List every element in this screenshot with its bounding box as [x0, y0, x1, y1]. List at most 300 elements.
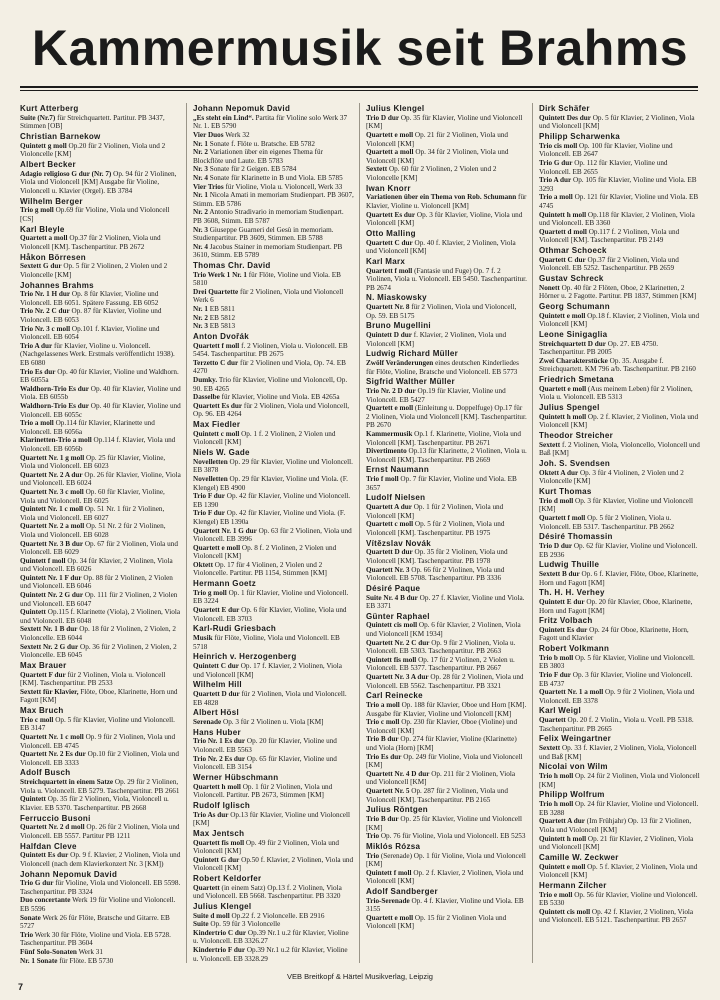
composer-name: Ernst Naumann — [366, 465, 430, 475]
work-entry — [539, 193, 700, 210]
composer-name: Julius Spengel — [539, 403, 600, 413]
work-details: Op. 40 f. Klavier, 2 Violinen, Viola und Violoncell [KM] — [366, 238, 516, 256]
work-title: Trio Nr. 2 C dur — [20, 307, 70, 316]
work-details: Op. 94 für 2 Violinen, Viola und Violoncell [KM] Ausgabe für Violine, Violoncell u. Klavier (Orgel). EB 3784 — [20, 169, 177, 195]
work-entry — [366, 852, 527, 869]
work-details: Op. 20 für Klavier, Violine und Violoncell. EB 5563 — [193, 737, 337, 754]
work-details: Op. 33 f. Klavier, 2 Violinen, Viola, Violoncell und Baß [KM] — [539, 744, 697, 761]
work-details: Op. 9 für 2 Violinen, Viola und Violoncell. EB 4745 — [20, 732, 176, 750]
work-entry — [539, 385, 700, 402]
work-entry — [366, 673, 527, 690]
work-entry — [366, 359, 527, 376]
work-details: Op. 35 für 2 Violinen, Viola und Violoncell [KM]. Taschenpartitur. PB 1978 — [366, 548, 508, 565]
work-title: Quartett Nr. 3 B dur — [20, 539, 84, 548]
work-entry — [366, 387, 527, 404]
work-details: Op. 287 für 2 Violinen, Viola und Violoncell [KM]. Taschenpartitur. PB 2165 — [366, 786, 508, 804]
work-title: Vier Duos — [193, 130, 224, 139]
work-title: Quartett d moll — [539, 227, 587, 236]
work-details: Op. 5 für Klavier, Violine und Violoncell. EB 3147 — [20, 715, 175, 733]
work-title: Quintett fis moll — [366, 655, 417, 664]
work-details: Op. 34 für 2 Violinen, Viola und Violoncell [KM] — [366, 148, 509, 165]
work-entry — [539, 908, 700, 925]
composer-name: Désiré Paque — [366, 583, 421, 593]
work-entry — [20, 307, 181, 324]
work-title: Quintett e moll — [539, 311, 586, 320]
work-details: Op. 28 für 2 Violinen, Viola und Violoncell. EB 5562. Taschenpartitur. PB 3321 — [366, 673, 524, 690]
composer-name: Max Bruch — [20, 706, 64, 715]
work-title: Quintett D dur — [366, 331, 412, 340]
work-entry — [20, 557, 181, 574]
work-details: Op.22 f. 2 Violoncelle. EB 2916 — [229, 911, 325, 920]
composer-name: Othmar Schoeck — [539, 245, 607, 255]
work-details: für 2 Violinen und Viola, Op. 74. EB 4270 — [193, 358, 346, 376]
composer-name: Johann Nepomuk David — [193, 104, 291, 113]
work-title: Quartett F dur — [20, 670, 66, 679]
work-details: Op. 9 f. Klavier, 2 Violinen, Viola und Violoncell (nach dem Klavierkonzert Nr. 3 [KM]) — [20, 851, 181, 868]
work-entry — [20, 948, 181, 957]
work-entry — [20, 262, 181, 279]
work-details: für Klavier, Violine u. Violoncell [KM] — [366, 193, 527, 210]
work-title: Sonate — [20, 913, 41, 922]
work-title: Trio Es dur — [366, 752, 402, 761]
composer-name: Dirk Schäfer — [539, 104, 590, 113]
work-title: Trio h moll — [539, 772, 574, 781]
work-title: Quintett c moll — [193, 429, 240, 438]
work-entry — [193, 492, 354, 509]
work-details: für Klavier, Violine u. Violoncell. (Nachgelassenes Werk. Erstmals veröffentlicht 1938). EB 6080 — [20, 341, 175, 368]
work-entry — [539, 772, 700, 789]
work-entry — [20, 716, 181, 733]
work-title: Trio A dur — [20, 341, 53, 350]
work-entry — [193, 430, 354, 447]
work-details: Op. 3 für 4 Violinen, 2 Violen und 2 Violoncelle [KM] — [539, 468, 684, 486]
composer-name: Wilhelm Berger — [20, 196, 83, 206]
work-details: Op.13 für Klarinette, 2 Violinen, Viola u. Violoncell [KM]. Taschenpartitur. PB 2669 — [366, 447, 527, 464]
work-title: Quartett — [539, 716, 566, 725]
work-details: für Violine, Viola und Violoncell. EB 5598. Taschenpartitur. PB 3324 — [20, 879, 181, 896]
work-details: für Flöte. EB 5730 — [57, 956, 114, 963]
work-entry — [539, 497, 700, 514]
work-title: Trio G dur — [539, 158, 573, 167]
work-title: Streichquartett in einem Satze — [20, 778, 114, 787]
work-title: Quintett cis moll — [366, 621, 418, 630]
work-title: Quartett Nr. 3 c moll — [20, 487, 84, 496]
composer-name: Max Fiedler — [193, 419, 241, 429]
work-details: für Flöte, Violine, Viola und Violoncell. EB 5718 — [193, 634, 340, 651]
work-title: Sextett — [366, 165, 388, 174]
work-entry — [366, 639, 527, 656]
work-details: für 2 Violinen, Viola und Violoncell Werk 6 — [193, 287, 344, 305]
work-title: Quartett f moll — [366, 266, 413, 275]
work-details: Op.114 für Klavier, Klarinette und Violoncell. EB 6056a — [20, 419, 155, 436]
work-title: Sextett B dur — [539, 569, 580, 578]
work-details: Op. 24 für 2 Violinen, Viola und Violoncell [KM] — [539, 772, 700, 789]
work-title: Novelletten — [193, 457, 228, 466]
work-details: Op. 4 f. Klavier, Violine und Viola. EB 3155 — [366, 896, 524, 914]
work-entry — [193, 140, 354, 149]
work-entry — [20, 574, 181, 591]
work-details: Op. 34 für Klavier, 2 Violinen, Viola und Violoncell. EB 6026 — [20, 556, 173, 574]
work-entry — [20, 114, 181, 131]
work-details: Op. 249 für Violine, Viola und Violoncell [KM] — [366, 752, 523, 770]
work-entry — [193, 288, 354, 305]
work-entry — [539, 688, 700, 705]
composer-name: Karl-Rudi Griesbach — [193, 624, 277, 634]
composer-name: Philipp Wolfrum — [539, 790, 605, 800]
work-title: Nr. 4 — [193, 242, 208, 251]
work-title: Quintett Nr. 2 G dur — [20, 591, 84, 600]
work-entry — [539, 800, 700, 817]
work-details: Op. 6 für Klavier, Violine, Viola und Violoncell. EB 3703 — [193, 606, 347, 623]
work-entry — [366, 475, 527, 492]
work-details: Op. 51 Nr. 1 für 2 Violinen, Viola und Violoncell. EB 6027 — [20, 505, 165, 522]
work-entry — [366, 718, 527, 735]
work-details: Op.10 für 2 Violinen, Viola und Violoncell. EB 3333 — [20, 750, 179, 767]
work-details: Op.101 f. Klavier, Violine und Violoncell. EB 6054 — [20, 324, 160, 342]
work-details: Op. 274 für Klavier, Violine (Klarinette) und Viola (Horn) [KM] — [366, 735, 517, 752]
work-entry — [20, 368, 181, 385]
work-title: Nr. 4 — [193, 173, 208, 182]
work-title: Trio a moll — [539, 193, 573, 202]
work-details: Op. 2 f. Klavier, 2 Violinen, Viola und Violoncell [KM] — [539, 412, 699, 430]
work-details: Werk 32 — [223, 130, 250, 139]
work-title: Oktett — [193, 560, 213, 569]
work-entry — [20, 931, 181, 948]
work-entry — [366, 303, 527, 320]
work-entry — [366, 832, 527, 841]
composer-name: Joh. S. Svendsen — [539, 458, 611, 468]
work-details: für 2 Violinen, Viola und Violoncell. EB 4828 — [193, 690, 347, 707]
composer-name: Gustav Schreck — [539, 273, 604, 283]
work-entry — [20, 419, 181, 436]
work-title: Klarinetten-Trio a moll — [20, 436, 92, 445]
composer-name: Georg Schumann — [539, 301, 610, 311]
work-details: EB 5813 — [207, 322, 236, 331]
work-title: Trio — [20, 930, 34, 939]
work-entry — [366, 114, 527, 131]
composer-name: Friedrich Smetana — [539, 375, 614, 385]
composer-name: Fritz Volbach — [539, 616, 593, 626]
work-details: (Serenade) Op. 1 für Violine, Viola und Violoncell [KM] — [366, 851, 526, 869]
composer-name: Niels W. Gade — [193, 447, 250, 457]
work-title: Nr. 1 — [193, 305, 208, 314]
work-title: Quartett C dur — [366, 238, 413, 247]
work-details: Op. 20 für Klavier, Oboe, Klarinette, Horn und Fagott [KM] — [539, 597, 693, 615]
work-title: Quartett C dur — [539, 255, 586, 264]
work-entry — [366, 548, 527, 565]
work-entry — [366, 566, 527, 583]
work-details: Op. 17 f. Klavier, 2 Violinen, Viola und Violoncell [KM] — [193, 662, 342, 679]
work-title: Duo concertante — [20, 896, 71, 905]
work-title: Trio — [366, 851, 380, 860]
work-details: Op. 1 für Klavier, Violine und Violoncell. EB 3224 — [193, 588, 349, 606]
work-details: Op. 3 für Klavier, Violine, Viola und Violoncell [KM] — [366, 210, 523, 228]
work-title: Sextett Nr. 2 G dur — [20, 642, 79, 651]
work-title: Quartett a moll — [366, 148, 414, 157]
work-entry — [193, 271, 354, 288]
work-details: Op. 9 für 2 Violinen, Viola und Violoncell. EB 3378 — [539, 688, 695, 705]
work-entry — [193, 561, 354, 578]
composer-name: Nicolai von Wilm — [539, 762, 608, 772]
work-details: Op. 17 für 2 Violinen, 2 Violen u. Violoncell. EB 5377. Taschenpartitur. PB 2667 — [366, 655, 515, 673]
work-details: Op. 1 f. 2 Violinen, 2 Violen und Violoncell [KM] — [193, 429, 336, 447]
work-entry — [20, 896, 181, 913]
composer-name: Robert Volkmann — [539, 644, 610, 654]
work-title: Quartett Nr. 2 C dur — [366, 638, 430, 647]
work-title: Trio c moll — [20, 715, 54, 724]
work-title: Quintett Es dur — [539, 625, 588, 634]
work-title: Quartett c moll — [366, 520, 414, 529]
work-entry — [20, 823, 181, 840]
work-details: Op. 76 für Violine, Viola und Violoncell. EB 5253 — [379, 832, 526, 841]
work-details: Op.19 für Klavier, Violine und Violoncell. EB 5427 — [366, 387, 506, 404]
composer-name: Werner Hübschmann — [193, 772, 279, 782]
composer-name: Anton Dvořák — [193, 331, 250, 341]
work-entry — [20, 471, 181, 488]
work-details: Op. 8 für Klavier, Violine und Violoncell. EB 6051. Spätere Fassung. EB 6052 — [20, 290, 159, 307]
work-title: Quintett Nr. 1 F dur — [20, 573, 82, 582]
work-title: Quintett Des dur — [539, 113, 591, 122]
work-details: Op.39 Nr.1 u.2 für Klavier, Violine u. Violoncell. EB 3326.27 — [193, 928, 349, 946]
work-details: Op. 111 für 2 Violinen, 2 Violen und Violoncell. EB 6047 — [20, 591, 178, 608]
work-details: Op. 3 für Klavier, Violine und Violoncell [KM] — [539, 496, 693, 514]
work-title: Serenade — [193, 718, 222, 726]
work-entry — [20, 402, 181, 419]
work-details: Op. 49 für 2 Violinen, Viola und Violoncell [KM] — [193, 838, 340, 856]
work-details: Op. 100 für Klavier, Violine und Violoncell. EB 2647 — [539, 141, 673, 159]
work-title: Oktett A dur — [539, 468, 579, 477]
work-details: Op.37 für 2 Violinen, Viola und Violoncell. EB 5252. Taschenpartitur. PB 2659 — [539, 255, 679, 273]
work-entry — [193, 912, 354, 921]
work-entry — [366, 594, 527, 611]
composer-name: Ludwig Richard Müller — [366, 349, 459, 359]
composer-name: N. Miaskowsky — [366, 293, 427, 303]
work-title: Kammermusik — [366, 430, 413, 438]
work-details: Op.115 f. Klarinette (Viola), 2 Violinen, Viola und Violoncell. EB 6048 — [20, 608, 181, 625]
work-title: Waldhorn-Trio Es dur — [20, 384, 89, 393]
work-details: Op. 67 für 2 Violinen, Viola und Violoncell. EB 6029 — [20, 539, 178, 557]
work-entry — [193, 690, 354, 707]
work-details: Op. 27. EB 4750. Taschenpartitur. PB 2005 — [539, 339, 659, 357]
work-title: Nr. 2 — [193, 313, 208, 322]
work-title: Terzetto C dur — [193, 358, 239, 367]
work-entry — [193, 544, 354, 561]
work-title: Quartett A dur — [366, 503, 412, 512]
work-details: Op. 63 für 2 Violinen, Viola und Violoncell. EB 3996 — [193, 526, 352, 544]
composer-name: Max Jentsch — [193, 828, 245, 838]
work-details: EB 5811 — [207, 305, 235, 314]
work-entry — [20, 608, 181, 625]
work-title: Kindertrio F dur — [193, 946, 246, 955]
work-title: Zwölf Veränderungen — [366, 359, 434, 368]
work-details: Nicola Amati in memoriam Studienpart. PB 3607, Stimm. EB 5786 — [193, 191, 354, 208]
work-title: Quartett a moll — [20, 234, 68, 243]
work-entry — [20, 385, 181, 402]
work-title: Quartett Nr. 4 D dur — [366, 769, 430, 778]
composer-name: Otto Malling — [366, 228, 416, 238]
work-details: Op. 26 für Klavier, Violine, Viola und Violoncell. EB 6024 — [20, 470, 181, 488]
work-entry — [193, 458, 354, 475]
work-title: Quintett e moll — [539, 862, 586, 871]
work-details: für Klavier, Violine und Viola. EB 4265a — [219, 393, 340, 402]
work-details: (Fantasie und Fuge) Op. 7 f. 2 Violinen, Viola u. Violoncell. EB 5450. Taschenpartitur. PB 2674 — [366, 266, 527, 292]
composer-name: Johannes Brahms — [20, 280, 94, 290]
work-title: Quintett — [20, 608, 46, 617]
composer-name: Albert Hösl — [193, 708, 239, 718]
work-title: Quartett f moll — [539, 513, 586, 522]
work-details: Trio für Klavier, Violine und Violoncell, Op. 90. EB 4265 — [193, 376, 348, 393]
work-entry — [539, 744, 700, 761]
work-details: Op. 6 für Klavier, 2 Violinen, Viola und Violoncell [KM 1934] — [366, 621, 521, 639]
work-details: Op. 1 für 2 Violinen, Viola und Violoncell. Partitur. PB 2673, Stimmen [KM] — [193, 782, 333, 800]
work-title: Sextett Nr. 1 B dur — [20, 625, 78, 634]
work-entry — [193, 376, 354, 393]
work-details: Werk 31 — [76, 948, 103, 957]
work-entry — [366, 131, 527, 148]
composer-name: Wilhelm Hill — [193, 680, 242, 690]
work-details: Op. 105 für Klavier, Violine und Viola. EB 3293 — [539, 176, 697, 193]
work-title: Quartett Nr. 1 g moll — [20, 453, 85, 462]
work-title: Quintett f moll — [20, 556, 66, 565]
work-entry — [20, 522, 181, 539]
work-details: Op. 211 für 2 Violinen, Viola und Violoncell [KM] — [366, 769, 516, 787]
work-title: Trio Es dur — [20, 367, 56, 376]
work-title: Nr. 3 — [193, 225, 208, 234]
composer-name: Robert Keldorfer — [193, 873, 262, 883]
composer-name: Leone Sinigaglia — [539, 329, 608, 339]
work-title: Quartett D dur — [193, 690, 240, 699]
work-entry — [539, 514, 700, 531]
work-entry — [20, 170, 181, 196]
work-details: Flöte, Oboe, Klarinette, Horn und Fagott [KM] — [20, 687, 178, 705]
work-details: Op.50 f. Klavier, 2 Violinen, Viola und Violoncell [KM] — [193, 855, 354, 873]
work-entry — [20, 795, 181, 812]
work-entry — [20, 671, 181, 688]
composer-name: Karl Weigl — [539, 706, 581, 716]
work-details: Op. 24 für Oboe, Klarinette, Horn, Fagott und Klavier — [539, 625, 689, 643]
work-details: Op. 66 für 2 Violinen, Viola und Violoncell. EB 5708. Taschenpartitur. PB 3336 — [366, 565, 505, 583]
work-entry — [193, 755, 354, 772]
work-title: Nr. 3 — [193, 165, 208, 174]
work-entry — [20, 591, 181, 608]
work-entry — [366, 621, 527, 638]
work-title: Quintett C dur — [193, 662, 239, 671]
work-details: Op.1 f. Klarinette, Violine, Viola und Violoncell [KM]. Taschenpartitur. PB 2671 — [366, 430, 521, 447]
composer-name: Carl Reinecke — [366, 691, 423, 701]
work-title: Nr. 2 — [193, 148, 208, 157]
work-title: Quartett Nr. 2 Es dur — [20, 750, 86, 759]
work-entry — [539, 159, 700, 176]
work-entry — [539, 654, 700, 671]
work-title: Trio D dur — [539, 541, 573, 550]
work-entry — [20, 325, 181, 342]
work-entry — [366, 656, 527, 673]
work-title: Trio e moll — [539, 890, 573, 899]
composer-name: Halfdan Cleve — [20, 841, 77, 851]
work-details: für Streichquartett. Partitur. PB 3437, Stimmen [OB] — [20, 113, 165, 131]
work-entry — [539, 671, 700, 688]
work-title: Quartett Es dur — [193, 401, 243, 410]
work-details: f. 2 Violinen, Viola u. Violoncell. EB 5454. Taschenpartitur. PB 2675 — [193, 341, 348, 359]
work-details: Op. 9 für 2 Violinen, Viola u. Violoncell. EB 5303. Taschenpartitur. PB 2663 — [366, 638, 516, 656]
work-details: Op. 60 für 2 Violinen, 2 Violen und 2 Violoncelle [KM] — [366, 165, 497, 182]
page-title: Kammermusik seit Brahms — [31, 20, 689, 76]
work-details: Op. 29 für Klavier, Violine und Violoncell. EB 3878 — [193, 457, 353, 475]
work-title: Sextett für Klavier, — [20, 687, 79, 696]
work-entry — [20, 488, 181, 505]
composer-name: Max Brauer — [20, 660, 67, 670]
catalog-column-2 — [193, 103, 360, 963]
work-details: Werk 19 für Violine und Violoncell. EB 5596 — [20, 896, 176, 914]
work-entry — [20, 206, 181, 223]
work-entry — [20, 643, 181, 660]
composer-name: Camille W. Zeckwer — [539, 852, 619, 862]
work-title: Adagio religioso G dur (Nr. 7) — [20, 169, 112, 178]
work-entry — [193, 183, 354, 192]
work-entry — [366, 447, 527, 464]
work-details: Op.39 Nr.1 u.2 für Klavier, Violine u. Violoncell. EB 3328.29 — [193, 946, 348, 963]
work-details: Op. 5 f. Klavier, 2 Violinen, Viola und Violoncell [KM] — [539, 862, 698, 880]
composer-name: Ludolf Nielsen — [366, 493, 426, 503]
work-entry — [539, 256, 700, 273]
work-entry — [193, 589, 354, 606]
work-details: Op.118 für Klavier, 2 Violinen, Viola und Violoncell. EB 3360 — [539, 210, 695, 228]
work-details: Op. 7 für Klavier, Violine und Viola. EB 3657 — [366, 475, 517, 492]
work-details: Op. 25 für Klavier, Violine, Viola und Violoncell. EB 6023 — [20, 453, 166, 471]
work-title: Quartett e moll — [366, 913, 414, 922]
composer-name: Hermann Goetz — [193, 579, 257, 589]
work-details: für 2 Violinen, Viola und Violoncell, Op. 96. EB 4264 — [193, 401, 350, 419]
catalog-column-3 — [366, 103, 533, 963]
work-entry — [539, 228, 700, 245]
work-title: Trio Nr. 2 Es dur — [193, 754, 246, 763]
work-details: Op. 40 für Klavier, Violine und Waldhorn. EB 6055a — [20, 367, 179, 385]
work-details: Op. 40 für Klavier, Violine und Viola. EB 6055b — [20, 384, 181, 402]
composer-name: Adolf Busch — [20, 768, 71, 778]
work-title: Vier Trios — [193, 182, 224, 191]
work-title: Trio Nr. 1 H dur — [20, 290, 71, 299]
work-entry — [539, 542, 700, 559]
work-entry — [193, 662, 354, 679]
work-details: Op. 5 für 2 Violinen, Viola u. Violoncell. EB 5317. Taschenpartitur. PB 2662 — [539, 513, 675, 531]
work-details: Op. 42 f. Klavier, 2 Violinen, Viola und Violoncell. EB 5121. Taschenpartitur. PB 2657 — [539, 907, 694, 925]
title-rule-thin — [20, 90, 698, 91]
work-title: Quartett Nr. 3 — [366, 565, 410, 574]
work-entry — [20, 142, 181, 159]
work-title: Quintett E dur — [539, 597, 585, 606]
work-details: Op. 40 für 2 Flöten, Oboe, 2 Klarinetten, 2 Hörner u. 2 Fagotte. Partitur. PB 1837, Stimmen [KM] — [539, 283, 697, 301]
work-entry — [193, 946, 354, 963]
work-details: Op. 6 f. Klavier, Flöte, Oboe, Klarinette, Horn und Fagott [KM] — [539, 569, 699, 587]
composer-name: Vítězslav Novák — [366, 538, 431, 548]
work-details: Op. 5 für 2 Violinen, Viola und Violoncell [KM]. Taschenpartitur. PB 1975 — [366, 520, 505, 537]
work-details: f. 2 Violinen, Viola, Violoncello, Violoncell und Baß [KM] — [539, 440, 700, 458]
work-details: Op.69 für Violine, Viola und Violoncell [CS] — [20, 206, 170, 223]
work-title: Trio Nr. 1 Es dur — [193, 737, 246, 746]
composer-name: Kurt Atterberg — [20, 104, 79, 113]
composer-name: Philipp Scharwenka — [539, 131, 620, 141]
composer-name: Christian Barnekow — [20, 131, 101, 141]
work-entry — [193, 856, 354, 873]
work-entry — [193, 920, 354, 929]
work-entry — [20, 290, 181, 307]
composer-name: Hans Huber — [193, 727, 241, 737]
work-title: Quintett h moll — [539, 210, 587, 219]
work-title: Sextett G dur — [20, 262, 62, 271]
work-entry — [539, 211, 700, 228]
work-title: Suite d moll — [193, 911, 230, 920]
title-rule — [20, 86, 698, 88]
